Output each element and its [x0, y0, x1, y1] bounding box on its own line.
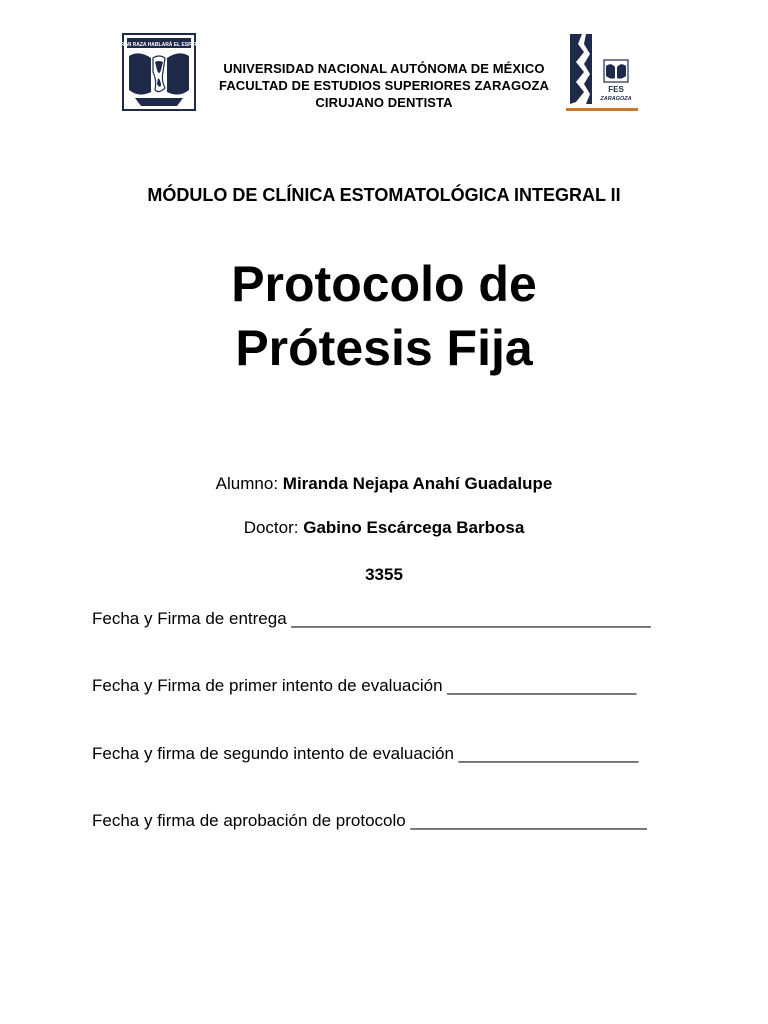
signature-line-second-evaluation: Fecha y firma de segundo intento de evaluación ___________________	[92, 744, 639, 763]
fes-logo-text: FES	[608, 85, 624, 94]
title-line-1: Protocolo de	[231, 256, 537, 312]
signature-line-first-evaluation: Fecha y Firma de primer intento de evaluación ____________________	[92, 676, 637, 695]
fes-logo-subtext: ZARAGOZA	[600, 96, 632, 102]
doctor-line	[0, 517, 768, 539]
career-name: CIRUJANO DENTISTA	[315, 95, 453, 110]
student-label: Alumno:	[215, 474, 279, 493]
unam-crest-logo	[113, 32, 205, 112]
doctor-name: Gabino Escárcega Barbosa	[303, 518, 525, 537]
module-title: MÓDULO DE CLÍNICA ESTOMATOLÓGICA INTEGRAL II	[147, 185, 621, 205]
doctor-label: Doctor:	[243, 518, 299, 537]
title-line-2: Prótesis Fija	[235, 320, 533, 376]
institution-header	[200, 60, 568, 111]
document-title	[0, 252, 768, 380]
signature-line-delivery: Fecha y Firma de entrega ______________________________________	[92, 609, 651, 628]
university-name: UNIVERSIDAD NACIONAL AUTÓNOMA DE MÉXICO	[223, 61, 545, 76]
signature-line-approval: Fecha y firma de aprobación de protocolo _________________________	[92, 811, 647, 830]
fes-zaragoza-logo	[566, 32, 638, 112]
student-code: 3355	[365, 565, 403, 584]
faculty-name: FACULTAD DE ESTUDIOS SUPERIORES ZARAGOZA	[219, 78, 549, 93]
unam-motto: POR MI RAZA HABLARÁ EL ESPÍRITU	[113, 42, 205, 48]
student-name: Miranda Nejapa Anahí Guadalupe	[282, 474, 553, 493]
student-line	[0, 473, 768, 495]
